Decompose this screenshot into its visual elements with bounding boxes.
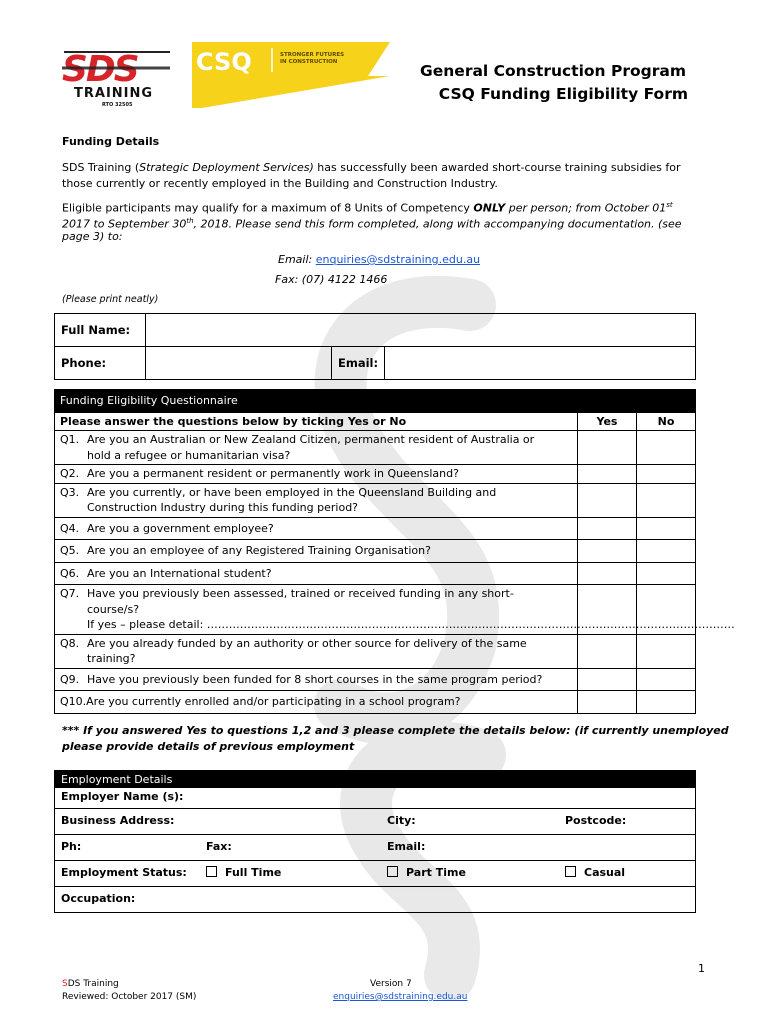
q10-yes-box[interactable] xyxy=(578,691,637,714)
full-time-checkbox[interactable] xyxy=(206,866,217,877)
q9-no-box[interactable] xyxy=(637,668,696,691)
q2-yes-box[interactable] xyxy=(578,465,637,484)
phone-work-label: Ph: xyxy=(61,840,82,853)
yes-column-header: Yes xyxy=(578,412,637,431)
questionnaire-heading: Funding Eligibility Questionnaire xyxy=(55,390,696,413)
q9-yes-box[interactable] xyxy=(578,668,637,691)
part-time-option[interactable]: Part Time xyxy=(387,866,466,879)
svg-text:CSQ: CSQ xyxy=(196,48,252,76)
title-line-2: CSQ Funding Eligibility Form xyxy=(438,85,688,103)
contact-email-link[interactable]: enquiries@sdstraining.edu.au xyxy=(315,253,481,266)
casual-option[interactable]: Casual xyxy=(565,866,625,879)
q8-yes-box[interactable] xyxy=(578,634,637,668)
title-line-1: General Construction Program xyxy=(420,62,686,80)
business-address-label: Business Address: xyxy=(61,814,175,827)
question-row: Q6. Are you an International student? xyxy=(55,562,696,585)
question-row: Q5. Are you an employee of any Registered Training Organisation? xyxy=(55,540,696,563)
footer-org: SDS Training xyxy=(62,979,119,989)
employment-heading: Employment Details xyxy=(55,771,696,788)
funding-details-heading: Funding Details xyxy=(62,135,160,148)
intro-paragraph-2-line-3: page 3) to: xyxy=(62,230,123,243)
personal-details-table xyxy=(54,313,696,380)
q3-no-box[interactable] xyxy=(637,483,696,517)
intro-paragraph-1: SDS Training (Strategic Deployment Services) has successfully been awarded short-course training subsidies for xyxy=(62,161,681,174)
intro-paragraph-2-line-2: 2017 to September 30th, 2018. Please send this form completed, along with accompanying documentation. (see xyxy=(62,217,682,231)
employer-name-label: Employer Name (s): xyxy=(61,790,184,803)
q6-yes-box[interactable] xyxy=(578,562,637,585)
q3-yes-box[interactable] xyxy=(578,483,637,517)
casual-checkbox[interactable] xyxy=(565,866,576,877)
email-label: Email: xyxy=(332,347,385,380)
q7-detail-line[interactable]: If yes – please detail: ……………………………………………………………………………………………………………………………… xyxy=(87,618,735,631)
footer-reviewed: Reviewed: October 2017 (SM) xyxy=(62,992,197,1002)
occupation-label: Occupation: xyxy=(61,892,136,905)
part-time-checkbox[interactable] xyxy=(387,866,398,877)
q5-yes-box[interactable] xyxy=(578,540,637,563)
sds-logo-mark xyxy=(60,48,172,90)
question-row: Q1. Are you an Australian or New Zealand Citizen, permanent resident of Australia or hold a refugee or humanitarian visa? xyxy=(55,431,696,465)
q8-no-box[interactable] xyxy=(637,634,696,668)
work-email-label: Email: xyxy=(387,840,426,853)
phone-field[interactable] xyxy=(146,347,332,380)
q6-no-box[interactable] xyxy=(637,562,696,585)
print-neatly-note: (Please print neatly) xyxy=(62,294,159,305)
form-title xyxy=(420,60,686,106)
q4-yes-box[interactable] xyxy=(578,517,637,540)
intro-paragraph-1-line-2: those currently or recently employed in the Building and Construction Industry. xyxy=(62,177,498,190)
footer-version: Version 7 xyxy=(370,979,412,989)
contact-fax: Fax: (07) 4122 1466 xyxy=(275,273,388,286)
employment-note-line-1: *** If you answered Yes to questions 1,2 and 3 please complete the details below: (if currently unemployed xyxy=(62,724,729,737)
question-row: Q7. Have you previously been assessed, trained or received funding in any short- course/s? If yes – please detail: ……………………………………………………………………………………………………………………………… xyxy=(55,585,696,635)
svg-text:SDS: SDS xyxy=(62,49,138,90)
question-row: Q4. Are you a government employee? xyxy=(55,517,696,540)
q2-no-box[interactable] xyxy=(637,465,696,484)
question-row: Q8. Are you already funded by an authority or other source for delivery of the same training? xyxy=(55,634,696,668)
eligibility-questionnaire xyxy=(54,389,735,714)
page-number: 1 xyxy=(698,962,705,975)
intro-paragraph-2: Eligible participants may qualify for a maximum of 8 Units of Competency ONLY per person; from October 01st xyxy=(62,201,673,215)
footer-email-link[interactable]: enquiries@sdstraining.edu.au xyxy=(333,992,468,1002)
question-row: Q2. Are you a permanent resident or permanently work in Queensland? xyxy=(55,465,696,484)
q10-no-box[interactable] xyxy=(637,691,696,714)
q5-no-box[interactable] xyxy=(637,540,696,563)
question-row: Q9. Have you previously been funded for 8 short courses in the same program period? xyxy=(55,668,696,691)
city-label: City: xyxy=(387,814,416,827)
sds-logo-rto-text: RTO 32505 xyxy=(102,102,133,108)
employment-note-line-2: please provide details of previous employment xyxy=(62,740,355,753)
fax-label: Fax: xyxy=(206,840,232,853)
email-field[interactable] xyxy=(385,347,696,380)
csq-logo xyxy=(192,42,390,108)
q1-yes-box[interactable] xyxy=(578,431,637,465)
q4-no-box[interactable] xyxy=(637,517,696,540)
full-name-label: Full Name: xyxy=(55,314,146,347)
sds-training-logo xyxy=(60,48,172,110)
phone-label: Phone: xyxy=(55,347,146,380)
no-column-header: No xyxy=(637,412,696,431)
full-name-field[interactable] xyxy=(146,314,696,347)
employment-status-label: Employment Status: xyxy=(61,866,187,879)
employment-details-table xyxy=(54,770,696,913)
question-row: Q10.Are you currently enrolled and/or participating in a school program? xyxy=(55,691,696,714)
questionnaire-instruction: Please answer the questions below by ticking Yes or No xyxy=(55,412,578,431)
csq-tagline: STRONGER FUTURES IN CONSTRUCTION xyxy=(280,52,345,65)
sds-logo-training-text: TRAINING xyxy=(74,86,154,101)
postcode-label: Postcode: xyxy=(565,814,627,827)
contact-email: Email: enquiries@sdstraining.edu.au xyxy=(278,253,481,266)
full-time-option[interactable]: Full Time xyxy=(206,866,281,879)
q1-no-box[interactable] xyxy=(637,431,696,465)
question-row: Q3. Are you currently, or have been employed in the Queensland Building and Construction Industry during this funding period? xyxy=(55,483,696,517)
